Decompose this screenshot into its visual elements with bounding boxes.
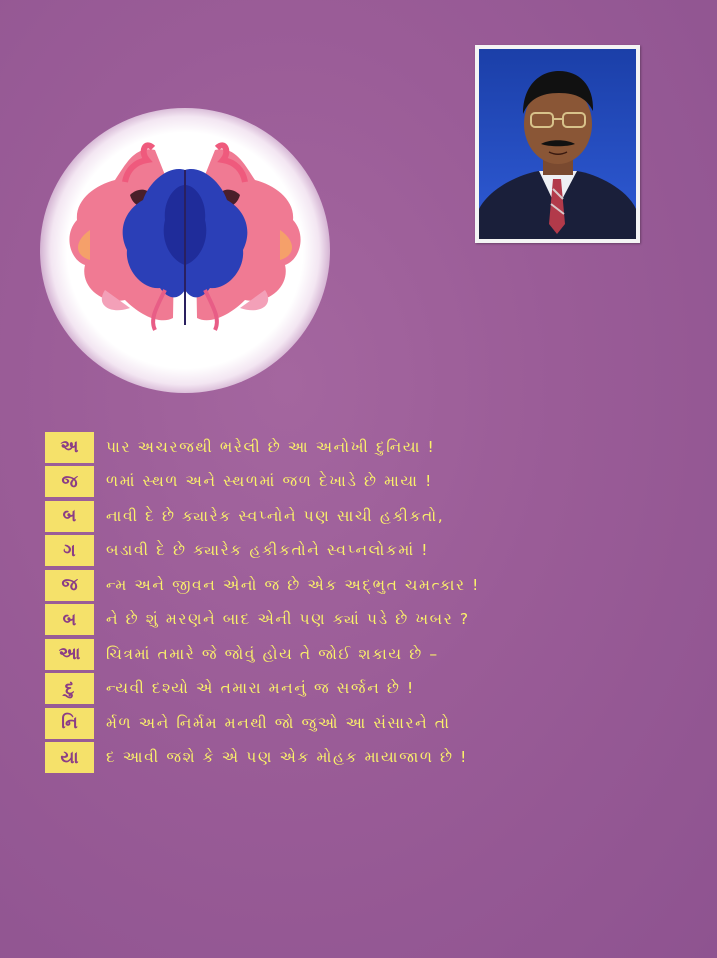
acrostic-poem <box>45 430 685 775</box>
poem-line-text: બડાવી દે છે ક્યારેક હકીકતોને સ્વપ્નલોકમાં ! <box>106 541 430 560</box>
acrostic-initial: બ <box>45 604 94 635</box>
acrostic-initial: અ <box>45 432 94 463</box>
poem-line-text: ને છે શું મરણને બાદ એની પણ ક્યાં પડે છે ખબર ? <box>106 610 470 629</box>
poem-line <box>45 741 685 776</box>
poem-line <box>45 603 685 638</box>
poem-line-text: ળમાં સ્થળ અને સ્થળમાં જળ દેખાડે છે માયા ! <box>106 472 433 491</box>
acrostic-initial: જ <box>45 466 94 497</box>
inkblot-illustration <box>55 140 315 340</box>
poem-line <box>45 430 685 465</box>
poem-line-text: ચિત્રમાં તમારે જે જોવું હોય તે જોઈ શકાય છે – <box>106 644 439 663</box>
acrostic-initial: બ <box>45 501 94 532</box>
acrostic-initial: નિ <box>45 708 94 739</box>
poem-line-text: ન્મ અને જીવન એનો જ છે એક અદ્‌ભુત ચમત્કાર ! <box>106 575 480 594</box>
poem-line-text: દ આવી જશે કે એ પણ એક મોહક માયાજાળ છે ! <box>106 748 468 767</box>
poem-line <box>45 637 685 672</box>
poem-line-text: ન્યવી દશ્યો એ તમારા મનનું જ સર્જન છે ! <box>106 679 415 698</box>
acrostic-initial: ગ <box>45 535 94 566</box>
poem-line <box>45 499 685 534</box>
poem-line <box>45 706 685 741</box>
poem-line <box>45 672 685 707</box>
poem-line <box>45 568 685 603</box>
poem-line-text: નાવી દે છે ક્યારેક સ્વપ્નોને પણ સાચી હકીકતો, <box>106 506 445 525</box>
poem-line-text: ર્મળ અને નિર્મમ મનથી જો જુઓ આ સંસારને તો <box>106 713 451 732</box>
acrostic-initial: દુ <box>45 673 94 704</box>
acrostic-initial: આ <box>45 639 94 670</box>
acrostic-initial: જ <box>45 570 94 601</box>
poem-line-text: પાર અચરજથી ભરેલી છે આ અનોખી દુનિયા ! <box>106 437 436 456</box>
acrostic-initial: યા <box>45 742 94 773</box>
poem-line <box>45 534 685 569</box>
poem-line <box>45 465 685 500</box>
author-portrait-photo <box>475 45 640 243</box>
